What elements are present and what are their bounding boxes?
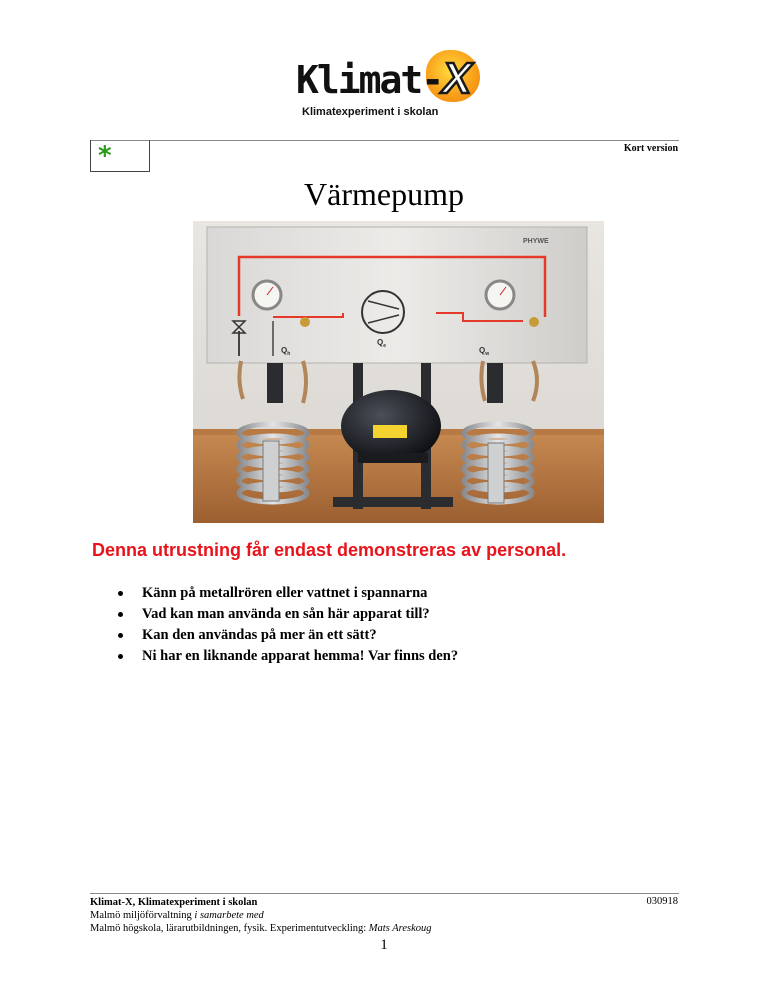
bullet-icon [118,654,123,659]
page-title: Värmepump [304,176,464,212]
logo-main-text: Klimat- [296,58,443,102]
qh-subscript: h [287,351,291,357]
bullet-icon [118,591,123,596]
bullet-icon [118,633,123,638]
version-label: Kort version [623,143,678,154]
page-number: 1 [380,937,388,953]
heat-pump-photo [193,221,604,523]
qe-subscript: e [383,343,387,349]
footer-credits: Malmö högskola, lärarutbildningen, fysik. Experimentutveckling: Mats Areskoug [90,923,432,934]
qe-label: Q [377,338,384,347]
footer-org: Klimat-X, Klimatexperiment i skolan [90,897,258,908]
header-divider [90,140,679,141]
list-item: Vad kan man använda en sån här apparat till? [118,604,458,625]
difficulty-star-icon: * [98,141,112,171]
question-list [118,583,458,667]
footer-divider [90,893,679,894]
klimat-x-logo [292,48,482,128]
footer-partner: Malmö miljöförvaltning i samarbete med [90,910,264,921]
bullet-icon [118,612,123,617]
footer-date: 030918 [646,896,678,907]
warning-text: Denna utrustning får endast demonstreras av personal. [92,540,567,560]
qw-subscript: w [485,351,490,357]
list-item: Kan den användas på mer än ett sätt? [118,625,458,646]
logo-x-letter: X [442,54,470,103]
brand-label: PHYWE [523,238,549,245]
qw-label: Q [479,346,486,355]
qh-label: Q [281,346,288,355]
list-item: Ni har en liknande apparat hemma! Var finns den? [118,646,458,667]
list-item: Känn på metallrören eller vattnet i spannarna [118,583,458,604]
logo-subtitle: Klimatexperiment i skolan [302,106,439,118]
